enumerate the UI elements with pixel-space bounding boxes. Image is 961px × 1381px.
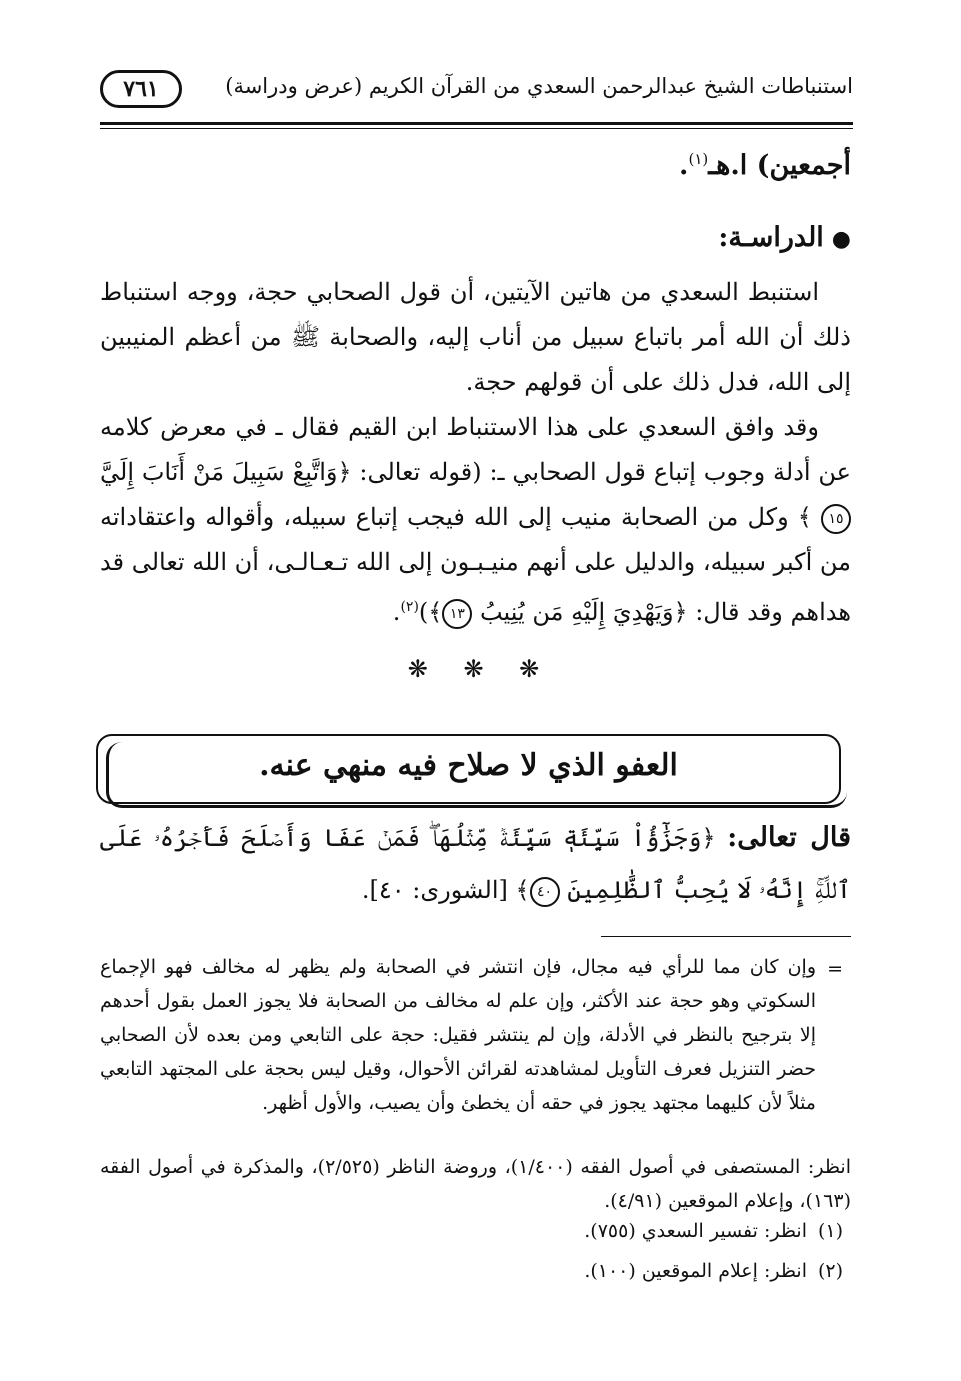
bullet-icon: ● — [831, 226, 851, 252]
section-heading-text: الدراسـة: — [718, 222, 824, 253]
lead-line — [100, 150, 851, 181]
lead-period: . — [679, 150, 689, 181]
header-rule-thick — [100, 122, 853, 125]
paragraph-2-period: . — [392, 598, 401, 626]
ayah-number-40: ٤٠ — [530, 877, 560, 907]
verse-citation: ﴾ [الشورى: ٤٠]. — [361, 876, 530, 904]
footnote-1-number: (١) — [817, 1220, 843, 1242]
verse-intro: قال تعالى: — [727, 822, 851, 853]
footnote-2-number: (٢) — [817, 1260, 843, 1282]
ayah-number-13: ١٣ — [442, 599, 472, 629]
paragraph-2-end: ﴾) — [418, 598, 443, 626]
section-separator: ❋ ❋ ❋ — [407, 655, 554, 683]
footnote-2-text: انظر: إعلام الموقعين (١٠٠). — [584, 1260, 807, 1282]
section-heading — [718, 222, 851, 253]
footnote-ref-1[interactable]: (١) — [688, 150, 709, 168]
verse-text: ﴿وَجَزَٰٓؤُاْ سَيِّئَةٖ سَيِّئَةٞ مِّثۡلُهَاۖ فَمَنۡ عَفَا وَأَصۡلَحَ فَأَجۡرُهُۥ عَلَى ٱللَّهِۚ إِنَّهُۥ لَا يُحِبُّ ٱلظَّٰلِمِينَ — [100, 824, 851, 904]
page-number-badge: ٧٦١ — [100, 70, 182, 108]
section-title: العفو الذي لا صلاح فيه منهي عنه. — [259, 748, 678, 783]
ayah-number-15: ١٥ — [821, 504, 851, 534]
study-paragraph-1 — [100, 270, 851, 405]
paragraph-1-text: استنبط السعدي من هاتين الآيتين، أن قول الصحابي حجة، ووجه استنباط ذلك أن الله أمر باتباع سبيل من أناب إليه، والصحابة ﷺ من أعظم المنيبين إلى الله، فدل ذلك على أن قولهم حجة. — [100, 278, 851, 396]
verse-block — [100, 812, 851, 916]
footnote-separator — [601, 936, 851, 937]
footnote-references: انظر: المستصفى في أصول الفقه (١/٤٠٠)، وروضة الناظر (٢/٥٢٥)، والمذكرة في أصول الفقه (١٦٣)، وإعلام الموقعين (٤/٩١). — [100, 1156, 851, 1212]
paragraph-2-part1: وقد وافق السعدي على هذا الاستنباط ابن القيم فقال ـ في معرض كلامه عن أدلة وجوب إتباع قول الصحابي ـ: (قوله تعالى: ﴿وَاتَّبِعْ سَبِيلَ مَنْ أَنَابَ إِلَيَّ — [100, 413, 851, 486]
paragraph-2-part2: ﴾ وكل من الصحابة منيب إلى الله فيجب إتباع سبيله، وأقواله واعتقاداته من أكبر سبيله، والدليل على أنهم منيـبـون إلى الله تـعـالـى، أن الله تعالى قد هداهم وقد قال: ﴿وَيَهْدِيَ إِلَيْهِ مَن يُنِيبُ — [100, 503, 851, 626]
footnote-2 — [584, 1260, 843, 1282]
footnote-continuation-marker: = — [827, 958, 843, 980]
footnote-1 — [584, 1220, 843, 1242]
lead-text: أجمعين) ا.هـ — [708, 150, 851, 181]
header-rule-thin — [100, 128, 853, 129]
footnote-ref-2[interactable]: (٢) — [400, 599, 419, 615]
footnote-continuation: وإن كان مما للرأي فيه مجال، فإن انتشر في الصحابة ولم يظهر له مخالف فهو الإجماع السكوتي وهو حجة عند الأكثر، وإن علم له مخالف من الصحابة فلا يجوز العمل بقول أحدهم إلا بترجيح بالنظر في الأدلة، وإن لم ينتشر فقيل: حجة على التابعي ومن بعده لأن الصحابي حضر التنزيل فعرف التأويل لمشاهدته لقرائن الأحوال، وقيل ليس بحجة على المجتهد التابعي مثلاً لأن كليهما مجتهد يجوز في حقه أن يخطئ وأن يصيب، والأول أظهر. — [100, 956, 816, 1114]
study-paragraph-2 — [100, 405, 851, 635]
running-head: استنباطات الشيخ عبدالرحمن السعدي من القرآن الكريم (عرض ودراسة) — [225, 74, 853, 98]
section-title-box — [96, 734, 841, 804]
footnote-1-text: انظر: تفسير السعدي (٧٥٥). — [584, 1220, 807, 1242]
